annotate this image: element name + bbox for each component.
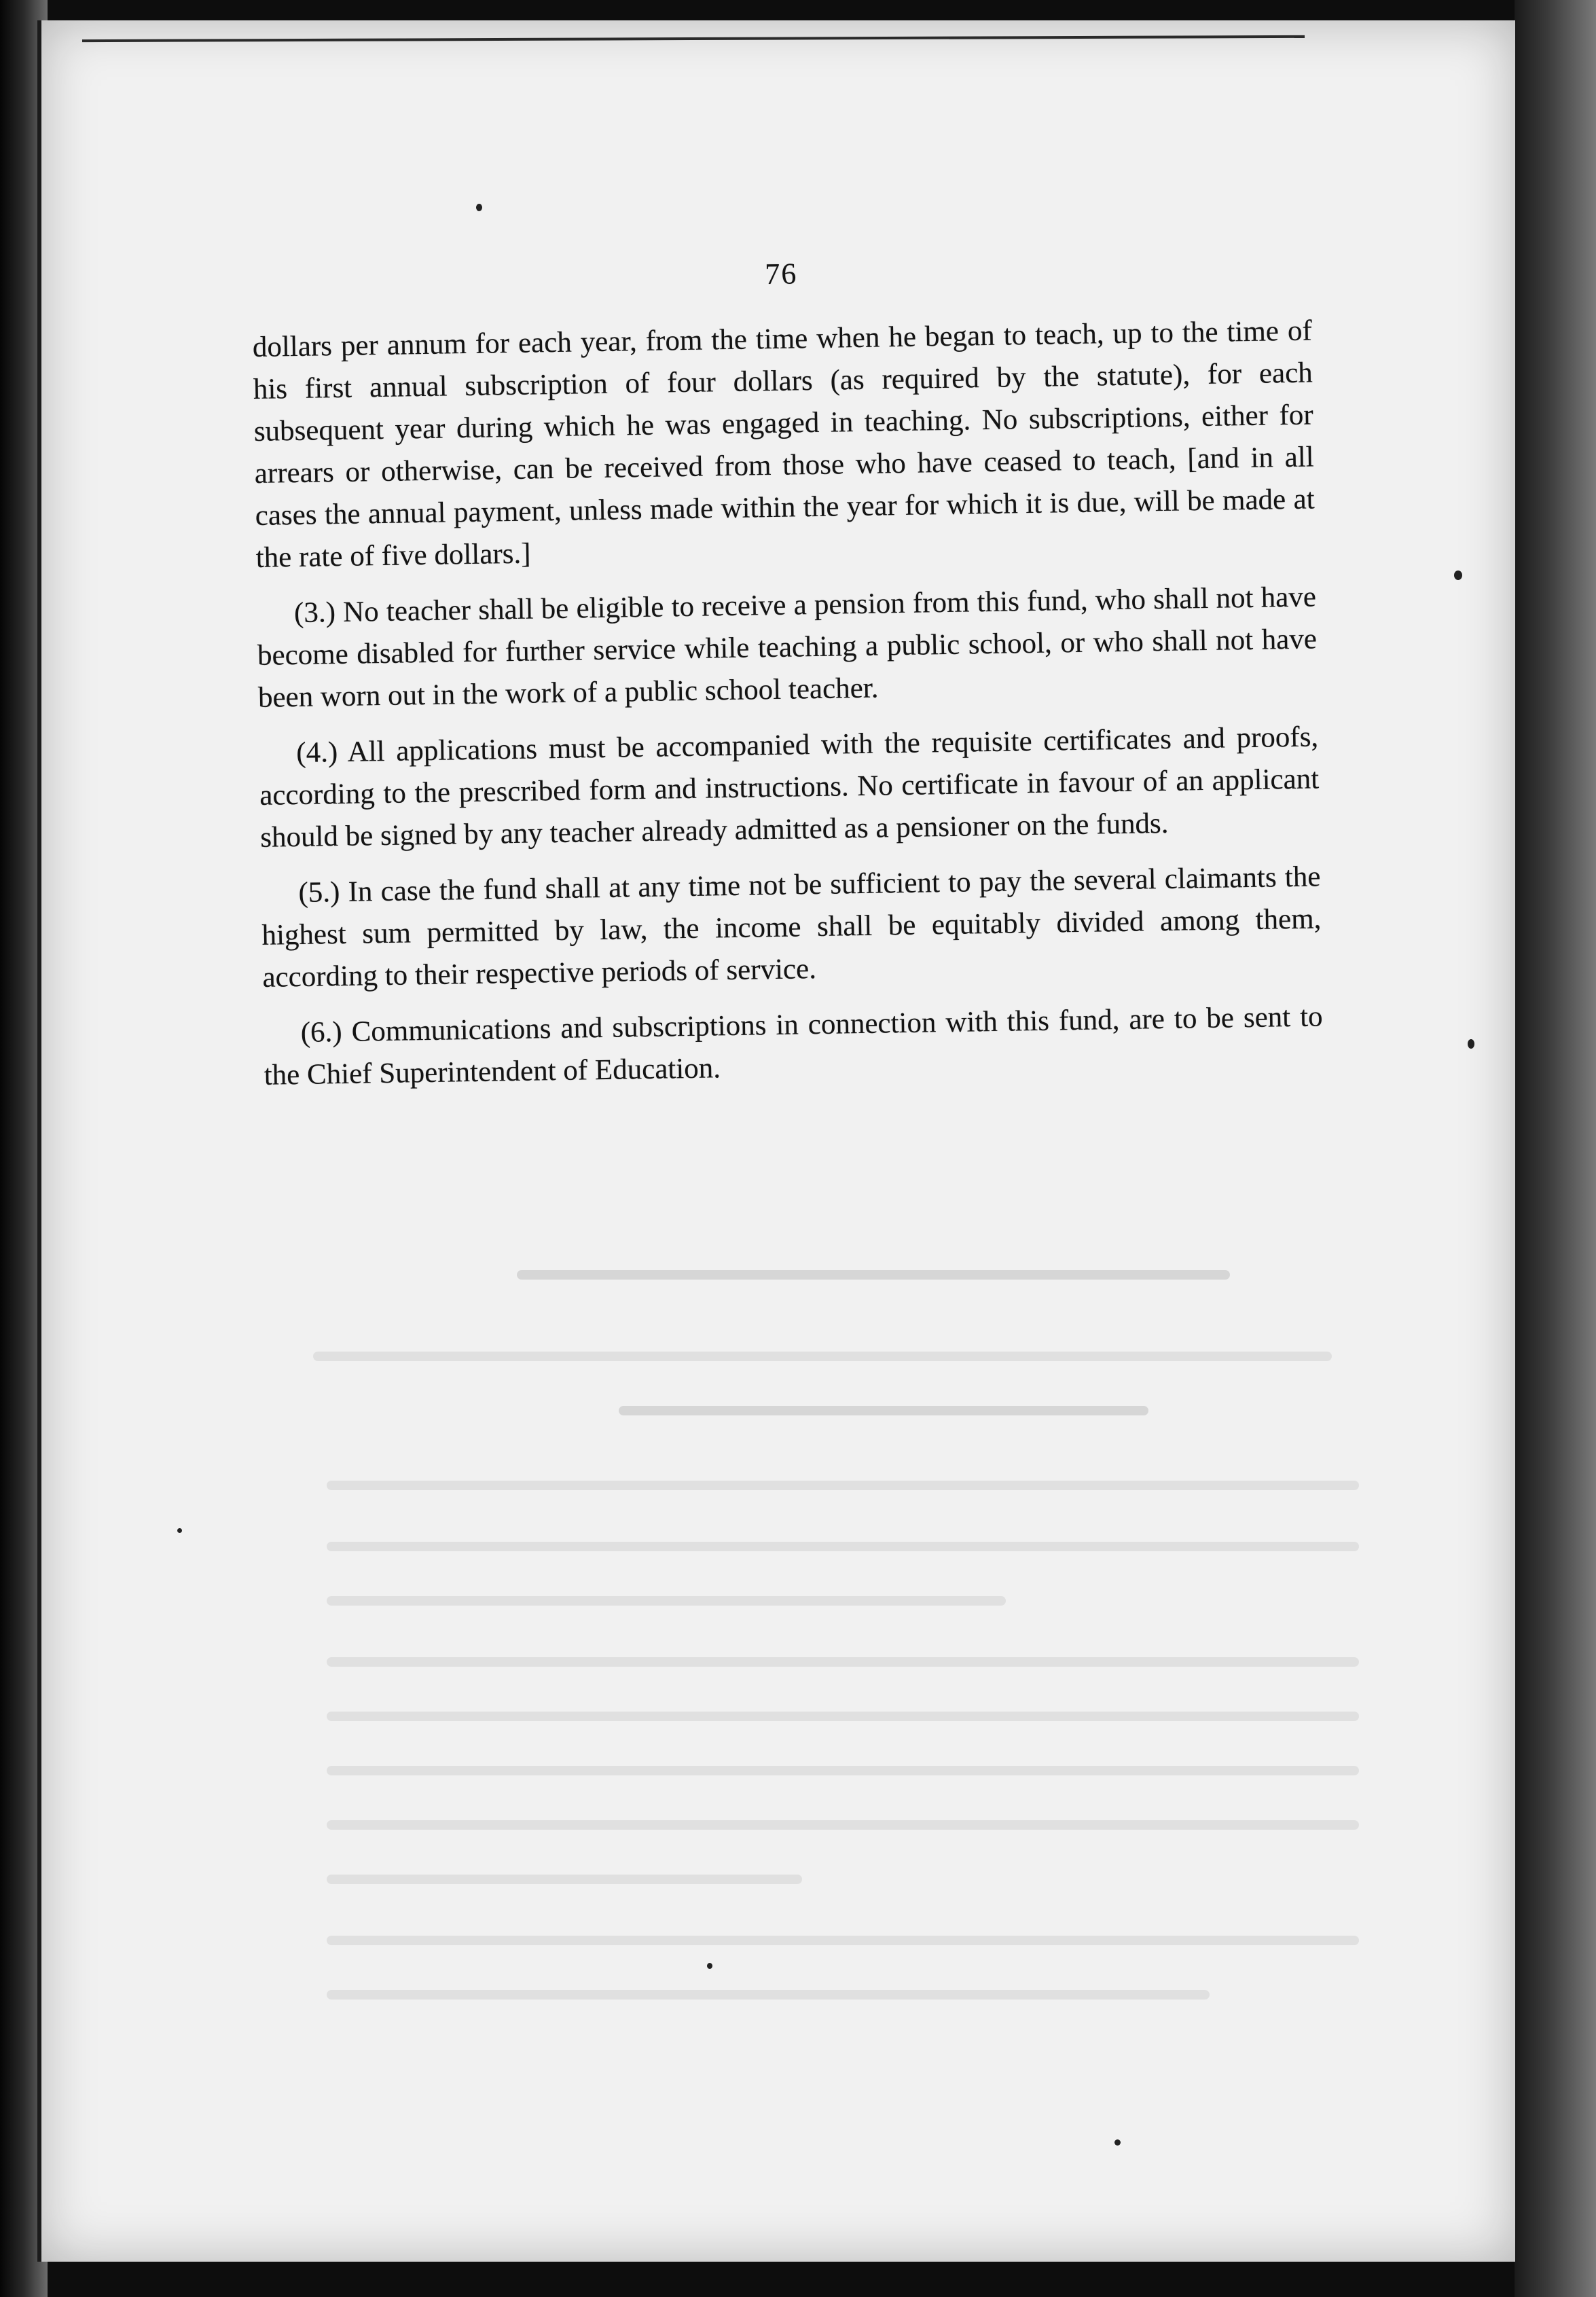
bleed-through-line bbox=[327, 1990, 1210, 2000]
bleed-through-line bbox=[327, 1766, 1359, 1775]
bleed-through-line bbox=[517, 1270, 1230, 1280]
paragraph-clause-4: (4.) All applications must be accompanied with the requisite certificates and proofs, according to the prescribed form and instructions. No certificate in favour of an applicant should be signed by any teacher already admitted as a pensioner on the funds. bbox=[259, 721, 1320, 854]
page-text-block bbox=[251, 248, 1324, 1096]
bleed-through-line bbox=[313, 1352, 1332, 1361]
speck-mark bbox=[707, 1963, 712, 1969]
speck-mark bbox=[1468, 1039, 1474, 1049]
bleed-through-line bbox=[327, 1542, 1359, 1551]
bleed-through-line bbox=[327, 1820, 1359, 1830]
paragraph-clause-5: (5.) In case the fund shall at any time not be sufficient to pay the several claimants the highest sum permitted by law, the income shall be equitably divided among them, according to their respective periods of service. bbox=[261, 861, 1322, 994]
page-number: 76 bbox=[764, 257, 798, 291]
paragraph-clause-6: (6.) Communications and subscriptions in connection with this fund, are to be sent to the Chief Superintendent of Education. bbox=[264, 1000, 1323, 1091]
speck-mark bbox=[1114, 2139, 1121, 2146]
paragraph-clause-3: (3.) No teacher shall be eligible to receive a pension from this fund, who shall not have become disabled for further service while teaching a public school, or who shall not have been worn out in the work of a public school teacher. bbox=[257, 581, 1318, 714]
bleed-through-line bbox=[327, 1481, 1359, 1490]
paragraph-continuation: dollars per annum for each year, from the time when he began to teach, up to the time of his first annual subscription of four dollars (as required by the statute), for each subsequent year during which he was engaged in teaching. No subscriptions, either for arrears or otherwise, can be received from those who have ceased to teach, [and in all cases the annual payment, unless made within the year for which it is due, will be made at the rate of five dollars.] bbox=[252, 314, 1315, 574]
scan-right-edge bbox=[1515, 0, 1596, 2297]
bleed-through-line bbox=[619, 1406, 1148, 1415]
speck-mark bbox=[1454, 571, 1462, 580]
bleed-through-line bbox=[327, 1875, 802, 1884]
page-top-rule bbox=[82, 35, 1305, 42]
speck-mark bbox=[476, 204, 482, 211]
bleed-through-line bbox=[327, 1657, 1359, 1667]
bleed-through-line bbox=[327, 1596, 1006, 1606]
speck-mark bbox=[177, 1528, 182, 1533]
bleed-through-line bbox=[327, 1936, 1359, 1945]
bleed-through-line bbox=[327, 1712, 1359, 1721]
